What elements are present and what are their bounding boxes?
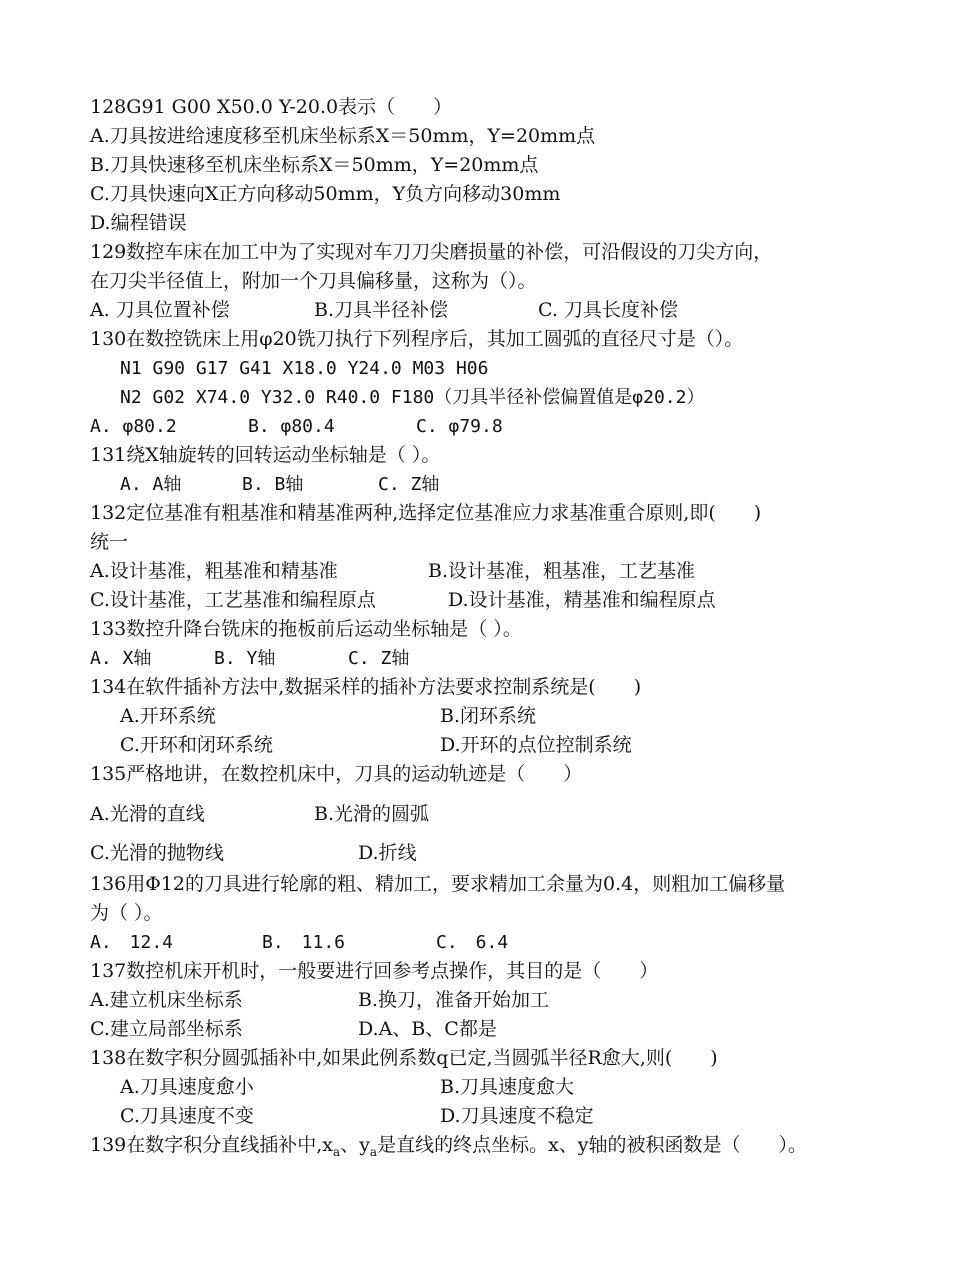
- question-131-stem: 131绕X轴旋转的回转运动坐标轴是（ ）。: [90, 444, 441, 466]
- question-138-stem: 138在数字积分圆弧插补中,如果此例系数q已定,当圆弧半径R愈大,则( ): [90, 1047, 718, 1069]
- question-129-stem-line1: 129数控车床在加工中为了实现对车刀刀尖磨损量的补偿，可沿假设的刀尖方向，: [90, 241, 773, 263]
- question-137-option-c: C.建立局部坐标系: [90, 1018, 243, 1040]
- question-135-option-b: B.光滑的圆弧: [314, 803, 430, 825]
- question-135-option-a: A.光滑的直线: [90, 803, 205, 825]
- question-138-options-row1: [120, 1073, 899, 1102]
- question-130-code-line1: N1 G90 G17 G41 X18.0 Y24.0 M03 H06: [120, 358, 489, 379]
- question-136-option-a: A. 12.4: [90, 932, 174, 953]
- question-139-text-post: 是直线的终点坐标。x、y轴的被积函数是（ ）。: [377, 1134, 808, 1156]
- question-138-option-a: A.刀具速度愈小: [120, 1076, 254, 1098]
- question-130-option-b: B. φ80.4: [248, 416, 335, 437]
- question-136-option-c: C. 6.4: [436, 932, 509, 953]
- question-139-text-pre: 139在数字积分直线插补中,x: [90, 1134, 334, 1156]
- question-138-option-b: B.刀具速度愈大: [440, 1076, 575, 1098]
- question-134-option-d: D.开环的点位控制系统: [440, 734, 632, 756]
- question-131-option-c: C. Z轴: [378, 474, 440, 495]
- question-128-option-c: C.刀具快速向X正方向移动50mm，Y负方向移动30mm: [90, 183, 561, 205]
- question-139-subscript-1: a: [333, 1144, 341, 1159]
- question-136-stem: 136用Φ12的刀具进行轮廓的粗、精加工，要求精加工余量为0.4，则粗加工偏移量: [90, 873, 786, 895]
- question-132-option-b: B.设计基准，粗基准，工艺基准: [428, 560, 696, 582]
- question-137-stem: 137数控机床开机时，一般要进行回参考点操作，其目的是（ ）: [90, 960, 659, 982]
- question-133-stem: 133数控升降台铣床的拖板前后运动坐标轴是（ ）。: [90, 618, 522, 640]
- question-128-option-b: B.刀具快速移至机床坐标系X＝50mm，Y=20mm点: [90, 154, 539, 176]
- question-130-options: [90, 412, 899, 441]
- question-133-option-a: A. X轴: [90, 648, 152, 669]
- question-130-code-line2: N2 G02 X74.0 Y32.0 R40.0 F180（刀具半径补偿偏置值是φ20.2）: [120, 387, 705, 408]
- question-137-options-row1: [90, 986, 899, 1015]
- question-132-option-a: A.设计基准，粗基准和精基准: [90, 560, 338, 582]
- question-134-option-a: A.开环系统: [120, 705, 216, 727]
- question-135-options-row1: [90, 800, 899, 829]
- question-129-options: [90, 296, 899, 325]
- question-138-option-d: D.刀具速度不稳定: [440, 1105, 594, 1127]
- question-129-option-b: B.刀具半径补偿: [314, 299, 449, 321]
- question-135-options-row2: [90, 839, 899, 868]
- question-132-option-c: C.设计基准，工艺基准和编程原点: [90, 589, 376, 611]
- question-129-option-c: C. 刀具长度补偿: [538, 299, 678, 321]
- question-133-option-c: C. Z轴: [348, 648, 410, 669]
- question-132-option-d: D.设计基准，精基准和编程原点: [448, 589, 716, 611]
- question-137-option-a: A.建立机床坐标系: [90, 989, 243, 1011]
- question-133-options: [90, 644, 899, 673]
- question-128-stem: 128G91 G00 X50.0 Y-20.0表示（ ）: [90, 96, 453, 118]
- question-132-options-row1: [90, 557, 899, 586]
- question-132-options-row2: [90, 586, 899, 615]
- question-139-stem: [90, 1131, 899, 1160]
- question-138-options-row2: [120, 1102, 899, 1131]
- question-135-option-d: D.折线: [358, 842, 417, 864]
- question-129-stem-line2: 在刀尖半径值上，附加一个刀具偏移量，这称为（）。: [90, 270, 537, 292]
- question-132-stem: 132定位基准有粗基准和精基准两种,选择定位基准应力求基准重合原则,即( ): [90, 502, 762, 524]
- question-135-option-c: C.光滑的抛物线: [90, 842, 224, 864]
- question-130-option-c: C. φ79.8: [416, 416, 503, 437]
- question-128-option-d: D.编程错误: [90, 212, 187, 234]
- question-131-option-a: A. A轴: [120, 474, 182, 495]
- question-139-text-mid: 、y: [340, 1134, 370, 1156]
- question-136-option-b: B. 11.6: [262, 932, 346, 953]
- question-134-option-c: C.开环和闭环系统: [120, 734, 273, 756]
- question-137-options-row2: [90, 1015, 899, 1044]
- question-137-option-d: D.A、B、C都是: [358, 1018, 497, 1040]
- question-134-option-b: B.闭环系统: [440, 705, 537, 727]
- question-136-stem-line2: 为（ ）。: [90, 902, 163, 924]
- question-134-options-row2: [120, 731, 899, 760]
- question-128-option-a: A.刀具按进给速度移至机床坐标系X＝50mm，Y=20mm点: [90, 125, 596, 147]
- question-138-option-c: C.刀具速度不变: [120, 1105, 254, 1127]
- question-139-subscript-2: a: [369, 1144, 378, 1159]
- question-136-options: [90, 928, 899, 957]
- question-132-stem-line2: 统一: [90, 531, 129, 553]
- question-134-stem: 134在软件插补方法中,数据采样的插补方法要求控制系统是( ): [90, 676, 642, 698]
- question-134-options-row1: [120, 702, 899, 731]
- question-130-stem: 130在数控铣床上用φ20铣刀执行下列程序后，其加工圆弧的直径尺寸是（）。: [90, 328, 744, 350]
- question-133-option-b: B. Y轴: [214, 648, 276, 669]
- question-137-option-b: B.换刀，准备开始加工: [358, 989, 550, 1011]
- question-131-options: [120, 470, 899, 499]
- question-135-stem: 135严格地讲，在数控机床中，刀具的运动轨迹是（ ）: [90, 763, 583, 785]
- question-129-option-a: A. 刀具位置补偿: [90, 299, 230, 321]
- question-130-option-a: A. φ80.2: [90, 416, 177, 437]
- question-131-option-b: B. B轴: [242, 474, 304, 495]
